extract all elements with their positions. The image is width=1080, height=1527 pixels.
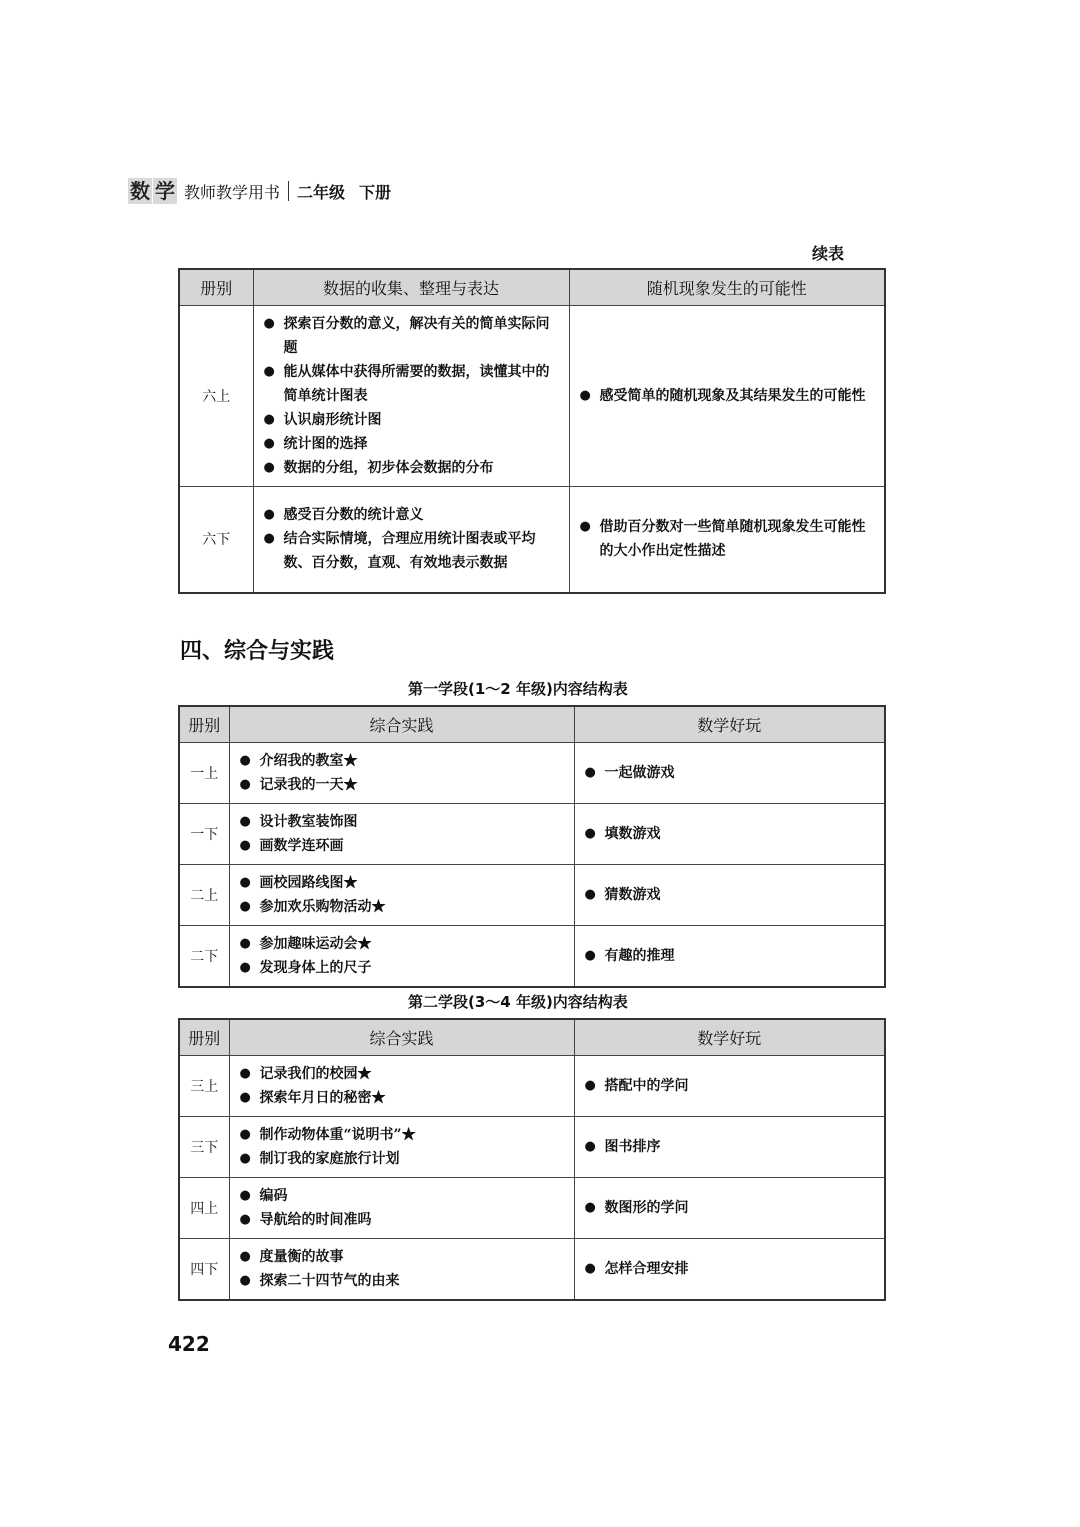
list-item: ● 感受百分数的统计意义 (262, 503, 561, 527)
list-item: ● 能从媒体中获得所需要的数据，读懂其中的简单统计图表 (262, 360, 561, 408)
table-row (179, 865, 885, 926)
list-item: ● 一起做游戏 (583, 761, 877, 785)
table-caption: 第一学段(1～2 年级)内容结构表 (408, 680, 628, 698)
volume-cell: 六下 (179, 487, 253, 593)
stage2-structure-table (178, 1018, 886, 1301)
list-item: ● 搭配中的学问 (583, 1074, 877, 1098)
content-cell (229, 865, 574, 926)
header-cell: 综合实践 (229, 706, 574, 743)
content-cell (253, 487, 569, 593)
header-divider (288, 181, 289, 201)
volume-cell: 四上 (179, 1178, 229, 1239)
volume-cell: 二上 (179, 865, 229, 926)
table-header-row (179, 269, 885, 306)
table-row (179, 487, 885, 593)
content-cell (253, 306, 569, 487)
header-cell: 综合实践 (229, 1019, 574, 1056)
content-cell (574, 804, 885, 865)
subject-logo (128, 178, 178, 204)
list-item: ● 图书排序 (583, 1135, 877, 1159)
list-item: ● 度量衡的故事 (238, 1245, 566, 1269)
header-cell: 册别 (179, 706, 229, 743)
content-cell (574, 743, 885, 804)
list-item: ● 画校园路线图★ (238, 871, 566, 895)
volume-cell: 六上 (179, 306, 253, 487)
content-cell (574, 865, 885, 926)
list-item: ● 制订我的家庭旅行计划 (238, 1147, 566, 1171)
table-row (179, 743, 885, 804)
table-row (179, 926, 885, 988)
header-cell: 册别 (179, 269, 253, 306)
content-cell (229, 804, 574, 865)
list-item: ● 统计图的选择 (262, 432, 561, 456)
list-item: ● 介绍我的教室★ (238, 749, 566, 773)
list-item: ● 猜数游戏 (583, 883, 877, 907)
content-cell (574, 1117, 885, 1178)
section-title: 四、综合与实践 (180, 639, 335, 664)
volume-cell: 四下 (179, 1239, 229, 1301)
list-item: ● 记录我的一天★ (238, 773, 566, 797)
header-cell: 数学好玩 (574, 1019, 885, 1056)
content-cell (229, 926, 574, 988)
table-row (179, 804, 885, 865)
content-cell (569, 487, 885, 593)
list-item: ● 参加欢乐购物活动★ (238, 895, 566, 919)
statistics-table (178, 268, 886, 594)
table-row (179, 1117, 885, 1178)
list-item: ● 画数学连环画 (238, 834, 566, 858)
list-item: ● 记录我们的校园★ (238, 1062, 566, 1086)
header-cell: 随机现象发生的可能性 (569, 269, 885, 306)
list-item: ● 探索二十四节气的由来 (238, 1269, 566, 1293)
header-cell: 册别 (179, 1019, 229, 1056)
volume-cell: 二下 (179, 926, 229, 988)
list-item: ● 数据的分组，初步体会数据的分布 (262, 456, 561, 480)
volume-cell: 三下 (179, 1117, 229, 1178)
content-cell (574, 926, 885, 988)
list-item: ● 怎样合理安排 (583, 1257, 877, 1281)
table-row (179, 1056, 885, 1117)
list-item: ● 探索年月日的秘密★ (238, 1086, 566, 1110)
table-row (179, 1178, 885, 1239)
list-item: ● 发现身体上的尺子 (238, 956, 566, 980)
stage1-structure-table (178, 705, 886, 988)
table-header-row (179, 1019, 885, 1056)
content-cell (569, 306, 885, 487)
volume-label: 下册 (359, 182, 392, 202)
content-cell (229, 1239, 574, 1301)
logo-char: 数 (130, 179, 150, 203)
header-cell: 数学好玩 (574, 706, 885, 743)
list-item: ● 借助百分数对一些简单随机现象发生可能性的大小作出定性描述 (578, 515, 877, 563)
content-cell (229, 743, 574, 804)
continued-label: 续表 (812, 244, 845, 263)
header-cell: 数据的收集、整理与表达 (253, 269, 569, 306)
content-cell (574, 1239, 885, 1301)
list-item: ● 制作动物体重“说明书”★ (238, 1123, 566, 1147)
book-title: 教师教学用书 (184, 182, 281, 202)
list-item: ● 填数游戏 (583, 822, 877, 846)
list-item: ● 数图形的学问 (583, 1196, 877, 1220)
page-number: 422 (168, 1332, 210, 1356)
list-item: ● 参加趣味运动会★ (238, 932, 566, 956)
logo-char: 学 (155, 179, 175, 203)
list-item: ● 设计教室装饰图 (238, 810, 566, 834)
list-item: ● 感受简单的随机现象及其结果发生的可能性 (578, 384, 877, 408)
list-item: ● 认识扇形统计图 (262, 408, 561, 432)
content-cell (229, 1178, 574, 1239)
content-cell (574, 1056, 885, 1117)
list-item: ● 有趣的推理 (583, 944, 877, 968)
list-item: ● 探索百分数的意义，解决有关的简单实际问题 (262, 312, 561, 360)
grade-label: 二年级 (297, 182, 346, 202)
list-item: ● 结合实际情境，合理应用统计图表或平均数、百分数，直观、有效地表示数据 (262, 527, 561, 575)
content-cell (229, 1056, 574, 1117)
table-caption: 第二学段(3～4 年级)内容结构表 (408, 993, 628, 1011)
content-cell (229, 1117, 574, 1178)
content-cell (574, 1178, 885, 1239)
running-header (128, 176, 391, 206)
volume-cell: 一下 (179, 804, 229, 865)
table-row (179, 306, 885, 487)
volume-cell: 三上 (179, 1056, 229, 1117)
volume-cell: 一上 (179, 743, 229, 804)
table-row (179, 1239, 885, 1301)
list-item: ● 编码 (238, 1184, 566, 1208)
table-header-row (179, 706, 885, 743)
list-item: ● 导航给的时间准吗 (238, 1208, 566, 1232)
